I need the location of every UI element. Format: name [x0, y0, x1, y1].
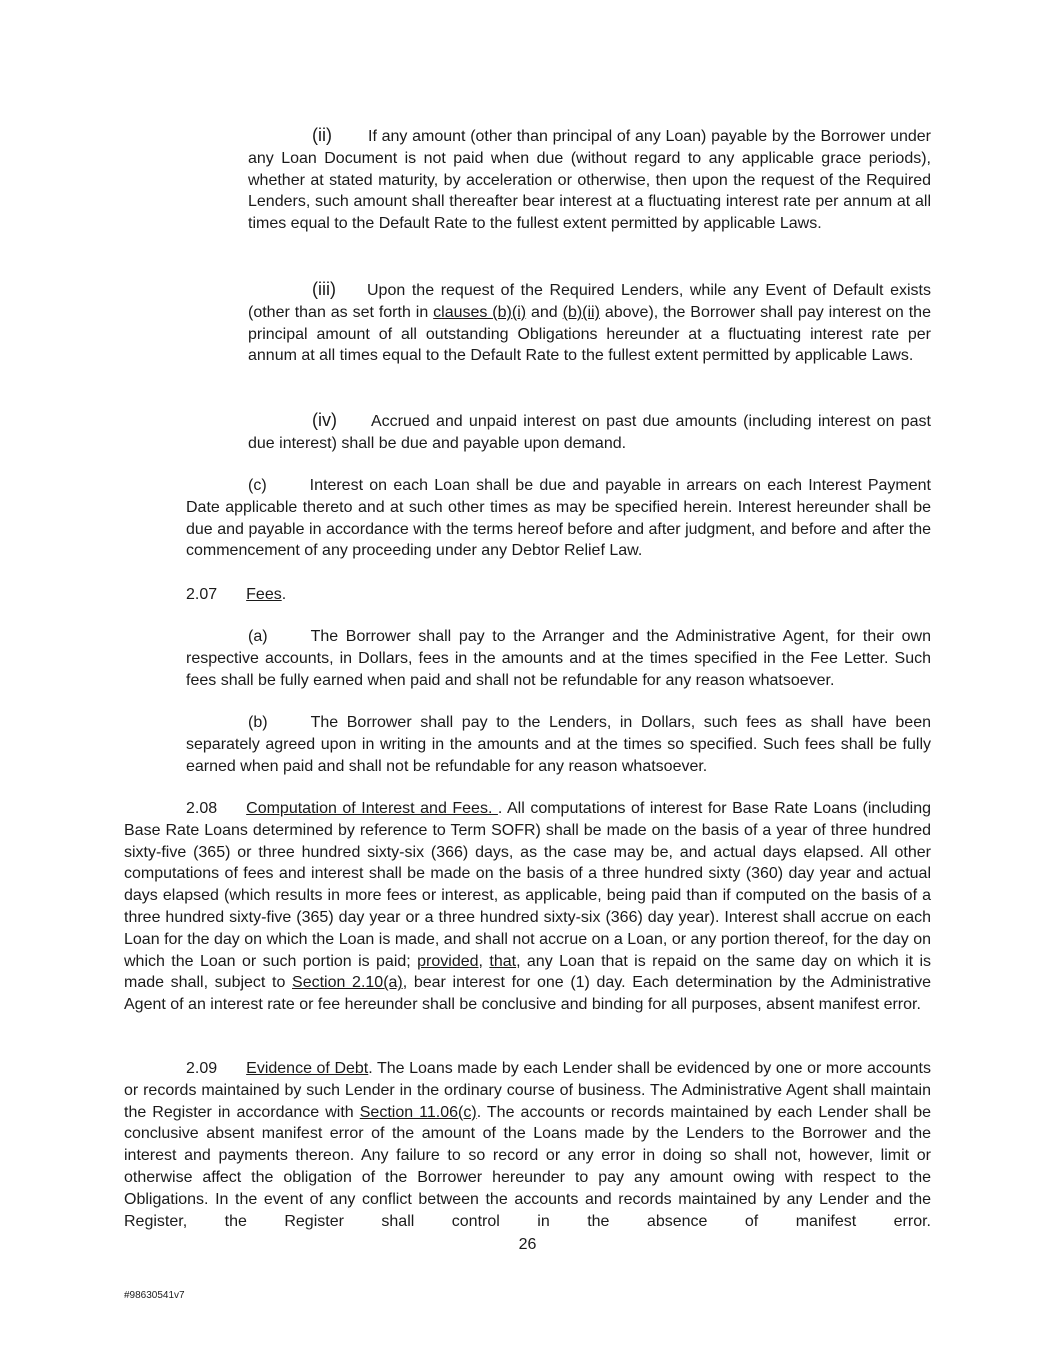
- defined-term-that: that: [489, 952, 517, 970]
- page-number: 26: [518, 1236, 537, 1253]
- paragraph-2-07-b: [186, 712, 931, 777]
- cross-reference-link[interactable]: (b)(ii): [562, 303, 600, 321]
- paragraph-text: ,: [478, 952, 490, 970]
- section-number: 2.07: [186, 586, 218, 603]
- paragraph-label: (iii): [312, 279, 336, 299]
- section-heading: Fees: [246, 586, 282, 603]
- paragraph-text: If any amount (other than principal of any Loan) payable by the Borrower under any Loan Document is not paid when due (without regard to any applicable grace periods), whether at stated maturity, by acceleration or otherwise, then upon the request of the Required Lenders, such amount shall thereafter bear interest at a fluctuating interest rate per annum at all times equal to the Default Rate to the fullest extent permitted by applicable Laws.: [248, 128, 931, 233]
- paragraph-label: (iv): [312, 410, 337, 430]
- section-2-07-heading: [186, 584, 931, 606]
- cross-reference-link[interactable]: Section 11.06(c): [359, 1103, 477, 1121]
- section-2-09: [124, 1058, 931, 1232]
- defined-term-provided: provided: [417, 952, 479, 970]
- paragraph-text: and: [526, 303, 563, 321]
- paragraph-text: , any Loan that is repaid on the same day on which it is made shall, subject to: [124, 952, 932, 992]
- paragraph-text: The Borrower shall pay to the Arranger and the Administrative Agent, for their own respective accounts, in Dollars, fees in the amounts and at the times specified in the Fee Letter. Such fees shall be fully earned when paid and shall not be refundable for any reason whatsoever.: [186, 628, 931, 689]
- document-id: #98630541v7: [124, 1290, 185, 1301]
- heading-suffix: .: [281, 586, 287, 603]
- section-heading: Evidence of Debt: [246, 1060, 369, 1077]
- paragraph-text: Interest on each Loan shall be due and payable in arrears on each Interest Payment Date applicable thereto and at such other times as may be specified herein. Interest hereunder shall be due and payable in accordance with the terms hereof before and after judgment, and before and after the commencement of any proceeding under any Debtor Relief Law.: [186, 477, 931, 560]
- paragraph-text: Upon the request of the Required Lenders, while any Event of Default exists (other than as set forth in: [248, 282, 931, 321]
- paragraph-b-iii: [248, 279, 931, 367]
- paragraph-text: . The Loans made by each Lender shall be evidenced by one or more accounts or records maintained by such Lender in the ordinary course of business. The Administrative Agent shall maintain the Register in accordance with: [124, 1060, 931, 1121]
- section-number: 2.08: [186, 800, 218, 817]
- paragraph-b-ii: [248, 125, 931, 235]
- paragraph-text: Accrued and unpaid interest on past due amounts (including interest on past due interest) shall be due and payable upon demand.: [248, 413, 931, 452]
- paragraph-b-iv: [248, 410, 931, 455]
- paragraph-c: [186, 475, 931, 562]
- paragraph-label: (c): [248, 477, 267, 494]
- paragraph-text: . All computations of interest for Base Rate Loans (including Base Rate Loans determined by reference to Term SOFR) shall be made on the basis of a year of three hundred sixty-five (365) or three hundred sixty-six (366) days, as the case may be, and actual days elapsed. All other computations of fees and interest shall be made on the basis of a three hundred sixty (360) day year and actual days elapsed (which results in more fees or interest, as applicable, being paid than if computed on the basis of a three hundred sixty-five (365) day year or a three hundred sixty-six (366) day year). Interest shall accrue on each Loan for the day on which the Loan is made, and shall not accrue on a Loan, or any portion thereof, for the day on which the Loan or such portion is paid;: [124, 800, 932, 970]
- section-number: 2.09: [186, 1060, 218, 1077]
- section-2-08: [124, 798, 931, 1016]
- paragraph-text: . The accounts or records maintained by each Lender shall be conclusive absent manifest error of the amount of the Loans made by the Lenders to the Borrower and the interest and payments thereon. Any failure to so record or any error in doing so shall not, however, limit or otherwise affect the obligation of the Borrower hereunder to pay any amount owing with respect to the Obligations. In the event of any conflict between the accounts and records maintained by any Lender and the Register, the Register shall control in the absence of manifest error.: [124, 1103, 932, 1230]
- paragraph-label: (a): [248, 628, 268, 645]
- paragraph-text: The Borrower shall pay to the Lenders, in Dollars, such fees as shall have been separately agreed upon in writing in the amounts and at the times so specified. Such fees shall be fully earned when paid and shall not be refundable for any reason whatsoever.: [186, 714, 931, 775]
- paragraph-label: (b): [248, 714, 268, 731]
- section-heading: Computation of Interest and Fees.: [246, 800, 498, 817]
- paragraph-2-07-a: [186, 626, 931, 691]
- cross-reference-link[interactable]: Section 2.10(a): [292, 974, 403, 992]
- paragraph-label: (ii): [312, 125, 332, 145]
- paragraph-text: above), the Borrower shall pay interest on the principal amount of all outstanding Obligations hereunder at a fluctuating interest rate per annum at all times equal to the Default Rate to the fullest extent permitted by applicable Laws.: [248, 303, 931, 365]
- paragraph-text: , bear interest for one (1) day. Each determination by the Administrative Agent of an interest rate or fee hereunder shall be conclusive and binding for all purposes, absent manifest error.: [124, 974, 931, 1014]
- cross-reference-link[interactable]: clauses (b)(i): [433, 303, 527, 321]
